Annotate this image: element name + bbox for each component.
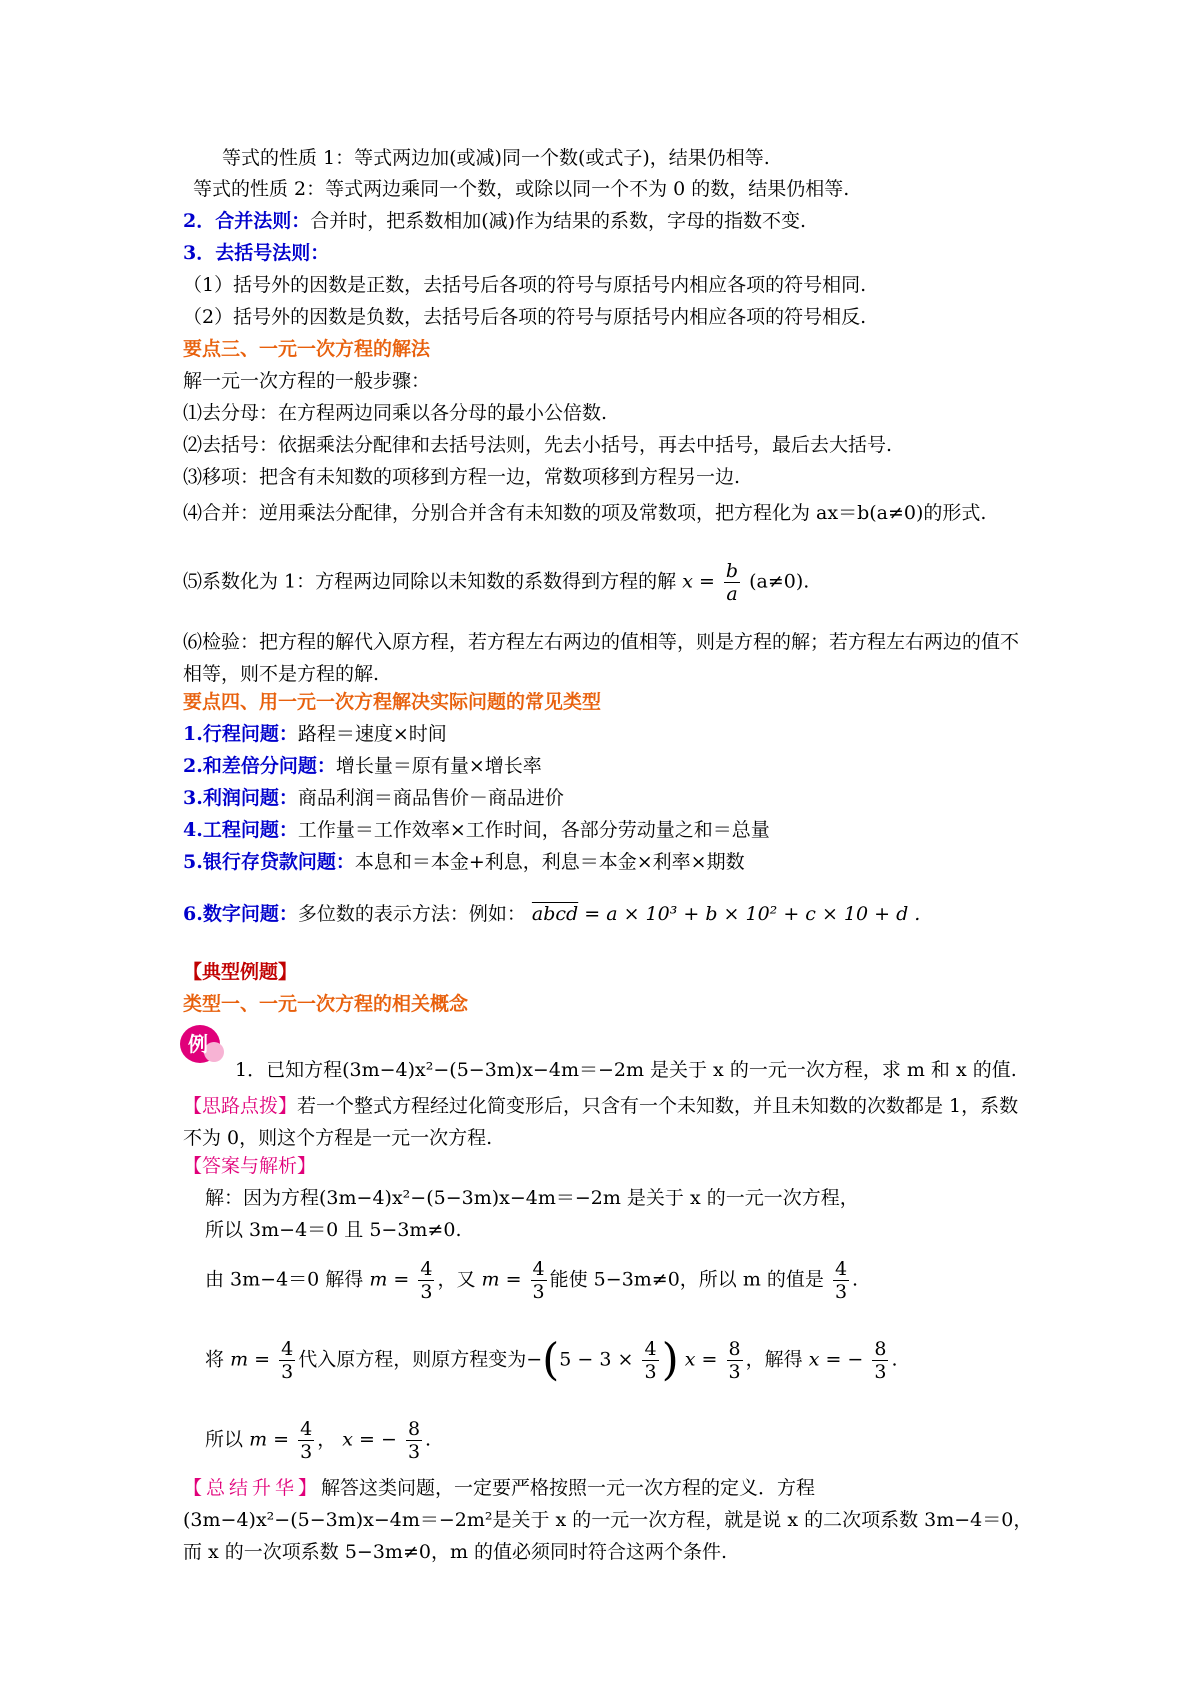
type-work-heading: 4.工程问题： — [183, 819, 298, 841]
step-6: ⑹检验：把方程的解代入原方程，若方程左右两边的值相等，则是方程的解；若方程左右两边的值不相等，则不是方程的解. — [183, 631, 1020, 685]
answer-3-pre: 由 3m−4＝0 解得 — [205, 1268, 364, 1291]
neg-sign: − — [526, 1348, 543, 1371]
fraction-four-thirds-2 — [531, 1258, 547, 1303]
denominator: 3 — [834, 1281, 848, 1303]
m-equals-4: m = — [249, 1428, 290, 1451]
numerator: 4 — [281, 1338, 294, 1360]
summary-tag: 【总结升华】 — [183, 1477, 322, 1499]
example-icon — [178, 1020, 230, 1066]
denominator: 3 — [874, 1361, 887, 1383]
summary-body: 解答这类问题，一定要严格按照一元一次方程的定义．方程(3m−4)x²−(5−3m)x−4m＝−2m²是关于 x 的一元一次方程，就是说 x 的二次项系数 3m−4＝0，而 x 的一次项系数 5−3m≠0，m 的值必须同时符合这两个条件. — [183, 1477, 1033, 1563]
type-bank — [183, 850, 745, 874]
answer-line-4 — [205, 1334, 898, 1386]
step-5-text: ⑸系数化为 1：方程两边同除以未知数的系数得到方程的解 — [183, 570, 677, 593]
answer-5-end: . — [425, 1428, 432, 1451]
step-5-x: x — [682, 570, 693, 593]
denominator: 3 — [281, 1361, 294, 1383]
numerator: 4 — [834, 1258, 848, 1280]
numerator: 8 — [407, 1418, 421, 1440]
fraction-eight-thirds-2 — [872, 1338, 888, 1383]
type-bank-heading: 5.银行存贷款问题： — [183, 851, 355, 873]
step-5-eq: = — [692, 570, 721, 593]
type-ratio — [183, 754, 542, 778]
bracket-rule-2: （2）括号外的因数是负数，去括号后各项的符号与原括号内相应各项的符号相反. — [183, 306, 867, 328]
x-equals: x = — [684, 1348, 718, 1371]
abcd-overline: abcd — [531, 903, 579, 925]
type-one-heading: 类型一、一元一次方程的相关概念 — [183, 993, 469, 1015]
type-ratio-heading: 2.和差倍分问题： — [183, 755, 336, 777]
type-travel-body: 路程＝速度×时间 — [297, 723, 447, 745]
fraction-four-thirds-3 — [833, 1258, 849, 1303]
answer-4-end: . — [891, 1348, 898, 1371]
bracket-rule-1: （1）括号外的因数是正数，去括号后各项的符号与原括号内相应各项的符号相同. — [183, 274, 867, 296]
m-equals-3: m = — [230, 1348, 271, 1371]
type-profit — [183, 786, 564, 810]
fraction-four-thirds-6 — [298, 1418, 314, 1463]
answer-3-mid1: ，又 — [437, 1268, 476, 1291]
type-digits-body: 多位数的表示方法：例如： — [297, 903, 526, 925]
answer-5-pre: 所以 — [205, 1428, 244, 1451]
answer-4-mid: 代入原方程，则原方程变为 — [298, 1348, 527, 1371]
example-1-question: 1．已知方程(3m−4)x²−(5−3m)x−4m＝−2m 是关于 x 的一元一次方程，求 m 和 x 的值. — [235, 1059, 1017, 1081]
fraction-denominator: a — [726, 583, 738, 605]
type-travel-heading: 1.行程问题： — [183, 723, 298, 745]
answer-line-3 — [205, 1258, 858, 1303]
merge-rule-heading: 2．合并法则： — [183, 210, 311, 232]
numerator: 4 — [420, 1258, 433, 1280]
answer-4-pre: 将 — [205, 1348, 225, 1371]
steps-intro: 解一元一次方程的一般步骤： — [183, 370, 431, 392]
merge-rule — [183, 209, 806, 233]
close-paren: ) — [661, 1334, 679, 1386]
answer-line-2: 所以 3m−4＝0 且 5−3m≠0. — [205, 1219, 462, 1241]
denominator: 3 — [532, 1281, 545, 1303]
answer-line-5 — [205, 1418, 431, 1463]
property-2: 等式的性质 2：等式两边乘同一个数，或除以同一个不为 0 的数，结果仍相等. — [193, 178, 850, 200]
denominator: 3 — [728, 1361, 741, 1383]
section-heading-3: 要点三、一元一次方程的解法 — [183, 338, 431, 360]
digits-formula: = a × 10³ + b × 10² + c × 10 + d . — [578, 903, 921, 925]
step-4: ⑷合并：逆用乘法分配律，分别合并含有未知数的项及常数项，把方程化为 ax＝b(a≠0)的形式. — [183, 502, 987, 524]
numerator: 8 — [874, 1338, 887, 1360]
section-heading-4: 要点四、用一元一次方程解决实际问题的常见类型 — [183, 691, 602, 713]
hint-body: 若一个整式方程经过化简变形后，只含有一个未知数，并且未知数的次数都是 1，系数不为 0，则这个方程是一元一次方程. — [183, 1095, 1019, 1149]
fraction-four-thirds-1 — [418, 1258, 434, 1303]
fraction-eight-thirds-1 — [727, 1338, 743, 1383]
numerator: 8 — [728, 1338, 741, 1360]
type-work-body: 工作量＝工作效率×工作时间，各部分劳动量之和＝总量 — [297, 819, 770, 841]
step-1: ⑴去分母：在方程两边同乘以各分母的最小公倍数. — [183, 402, 608, 424]
merge-rule-body: 合并时，把系数相加(减)作为结果的系数，字母的指数不变. — [310, 210, 807, 232]
denominator: 3 — [407, 1441, 421, 1463]
bracket-rule-heading: 3．去括号法则： — [183, 242, 330, 264]
type-profit-heading: 3.利润问题： — [183, 787, 298, 809]
denominator: 3 — [420, 1281, 433, 1303]
open-paren: ( — [542, 1334, 560, 1386]
numerator: 4 — [300, 1418, 313, 1440]
fraction-numerator: b — [725, 560, 739, 582]
step-5-condition: (a≠0). — [749, 570, 810, 593]
numerator: 4 — [644, 1338, 657, 1360]
fraction-eight-thirds-3 — [406, 1418, 422, 1463]
example-icon-label: 例 — [188, 1032, 208, 1056]
fraction-four-thirds-5 — [642, 1338, 658, 1383]
answer-3-mid2: 能使 5−3m≠0，所以 m 的值是 — [549, 1268, 824, 1291]
type-bank-body: 本息和＝本金+利息，利息＝本金×利率×期数 — [354, 851, 745, 873]
hint-tag: 【思路点拨】 — [183, 1095, 298, 1117]
answer-line-1: 解：因为方程(3m−4)x²−(5−3m)x−4m＝−2m 是关于 x 的一元一次方程， — [205, 1187, 859, 1209]
typical-examples-heading: 【典型例题】 — [183, 961, 298, 983]
x-equals-neg-2: x = − — [342, 1428, 397, 1451]
x-equals-neg-1: x = − — [808, 1348, 864, 1371]
step-5 — [183, 560, 809, 605]
denominator: 3 — [644, 1361, 657, 1383]
five-minus-three-times: 5 − 3 × — [559, 1348, 634, 1371]
answer-4-mid2: ，解得 — [745, 1348, 803, 1371]
type-profit-body: 商品利润＝商品售价－商品进价 — [297, 787, 564, 809]
answer-5-sep: ， — [317, 1428, 337, 1451]
type-ratio-body: 增长量＝原有量×增长率 — [335, 755, 542, 777]
property-1: 等式的性质 1：等式两边加(或减)同一个数(或式子)，结果仍相等. — [222, 147, 770, 169]
summary-paragraph — [183, 1472, 1033, 1568]
step-3: ⑶移项：把含有未知数的项移到方程一边，常数项移到方程另一边. — [183, 466, 741, 488]
numerator: 4 — [532, 1258, 545, 1280]
answer-3-end: . — [852, 1268, 859, 1291]
m-equals-2: m = — [481, 1268, 522, 1291]
answer-tag: 【答案与解析】 — [183, 1155, 317, 1177]
step-2: ⑵去括号：依据乘法分配律和去括号法则，先去小括号，再去中括号，最后去大括号. — [183, 434, 893, 456]
step-5-fraction — [724, 560, 740, 605]
m-equals-1: m = — [369, 1268, 410, 1291]
type-travel — [183, 722, 447, 746]
fraction-four-thirds-4 — [279, 1338, 295, 1383]
type-digits-heading: 6.数字问题： — [183, 903, 298, 925]
hint-paragraph — [183, 1090, 1033, 1154]
type-digits — [183, 902, 920, 926]
type-work — [183, 818, 770, 842]
denominator: 3 — [300, 1441, 313, 1463]
